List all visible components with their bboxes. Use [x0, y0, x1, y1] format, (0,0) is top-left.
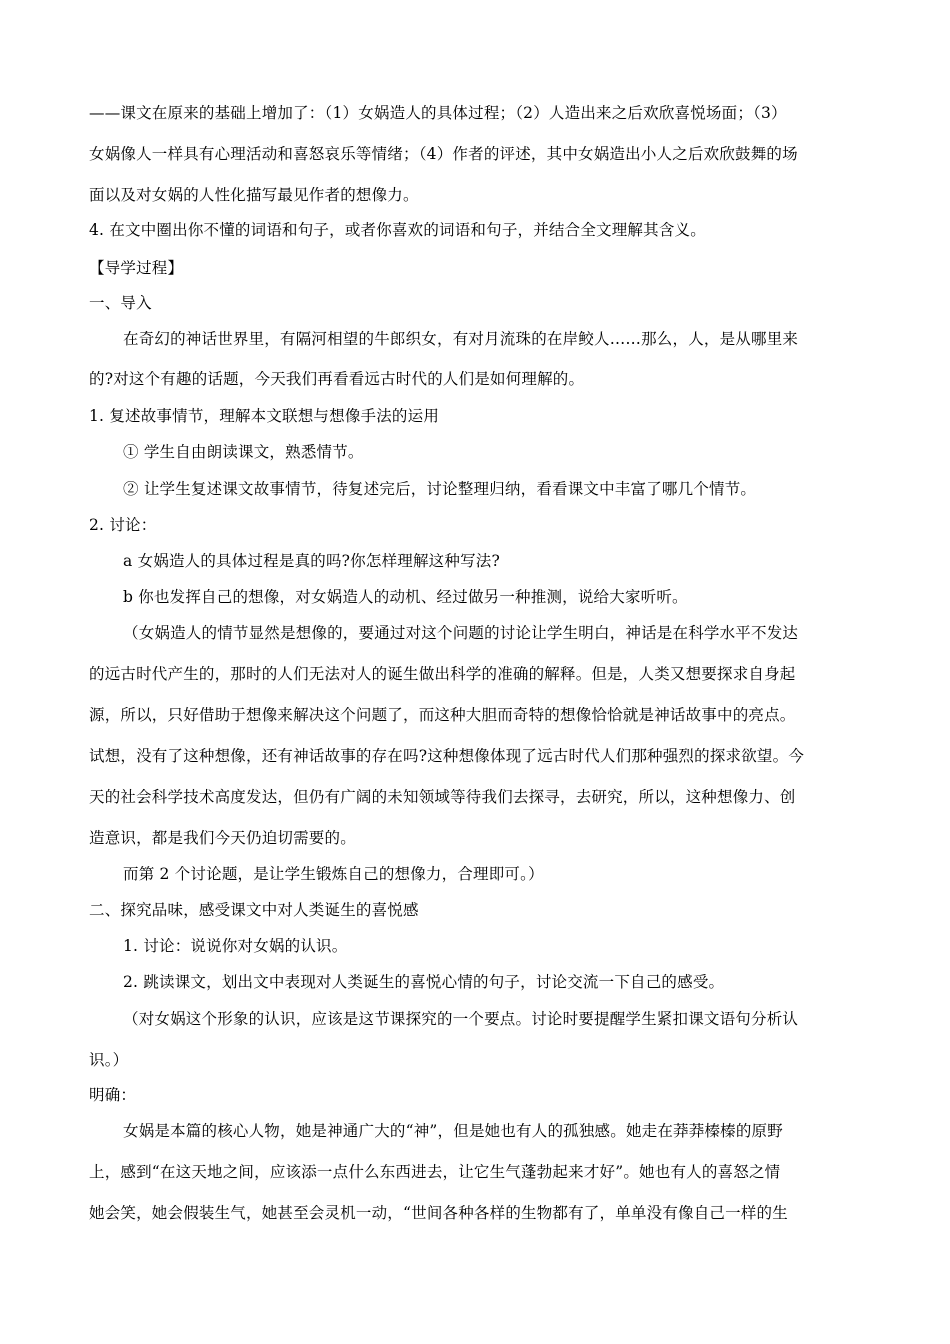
text-line-15: （女娲造人的情节显然是想像的，要通过对这个问题的讨论让学生明白，神话是在科学水平不发达 — [123, 624, 799, 642]
text-line-18: 试想，没有了这种想像，还有神话故事的存在吗?这种想像体现了远古时代人们那种强烈的探求欲望。今 — [89, 747, 805, 765]
text-line-23: 1. 讨论：说说你对女娲的认识。 — [123, 937, 348, 955]
text-line-14: b 你也发挥自己的想像，对女娲造人的动机、经过做另一种推测，说给大家听听。 — [123, 588, 688, 606]
text-line-28: 女娲是本篇的核心人物，她是神通广大的“神”，但是她也有人的孤独感。她走在莽莽榛榛的原野 — [123, 1122, 783, 1140]
text-line-24: 2. 跳读课文，划出文中表现对人类诞生的喜悦心情的句子，讨论交流一下自己的感受。 — [123, 973, 725, 991]
text-line-27: 明确： — [89, 1086, 137, 1104]
text-line-8: 的?对这个有趣的话题，今天我们再看看远古时代的人们是如何理解的。 — [89, 370, 585, 388]
text-line-10: ① 学生自由朗读课文，熟悉情节。 — [123, 443, 364, 461]
text-line-16: 的远古时代产生的，那时的人们无法对人的诞生做出科学的准确的解释。但是，人类又想要探求自身起 — [89, 665, 796, 683]
text-line-2: 女娲像人一样具有心理活动和喜怒哀乐等情绪；（4）作者的评述，其中女娲造出小人之后欢欣鼓舞的场 — [89, 145, 798, 163]
text-line-7: 在奇幻的神话世界里，有隔河相望的牛郎织女，有对月流珠的在岸鲛人……那么，人，是从哪里来 — [123, 330, 799, 348]
text-line-1: ——课文在原来的基础上增加了：（1）女娲造人的具体过程；（2）人造出来之后欢欣喜悦场面；（3） — [89, 104, 787, 122]
text-line-26: 识。） — [89, 1051, 129, 1069]
text-line-17: 源，所以，只好借助于想像来解决这个问题了，而这种大胆而奇特的想像恰恰就是神话故事中的亮点。 — [89, 706, 796, 724]
text-line-12: 2. 讨论： — [89, 516, 157, 534]
text-line-25: （对女娲这个形象的认识，应该是这节课探究的一个要点。讨论时要提醒学生紧扣课文语句分析认 — [123, 1010, 799, 1028]
text-line-3: 面以及对女娲的人性化描写最见作者的想像力。 — [89, 186, 419, 204]
text-line-29: 上，感到“在这天地之间，应该添一点什么东西进去，让它生气蓬勃起来才好”。她也有人的喜怒之情 — [89, 1163, 781, 1181]
section-heading-exploration: 二、探究品味，感受课文中对人类诞生的喜悦感 — [89, 901, 419, 919]
text-line-30: 她会笑，她会假装生气，她甚至会灵机一动，“世间各种各样的生物都有了，单单没有像自己一样的生 — [89, 1204, 788, 1222]
text-line-21: 而第 2 个讨论题，是让学生锻炼自己的想像力，合理即可。） — [123, 865, 544, 883]
text-line-4: 4. 在文中圈出你不懂的词语和句子，或者你喜欢的词语和句子，并结合全文理解其含义。 — [89, 221, 706, 239]
text-line-19: 天的社会科学技术高度发达，但仍有广阔的未知领域等待我们去探寻，去研究，所以，这种想像力、创 — [89, 788, 796, 806]
section-heading-introduction: 一、导入 — [89, 294, 152, 312]
text-line-20: 造意识，都是我们今天仍迫切需要的。 — [89, 829, 356, 847]
text-line-13: a 女娲造人的具体过程是真的吗?你怎样理解这种写法? — [123, 552, 500, 570]
section-heading-guide-process: 【导学过程】 — [89, 259, 184, 277]
text-line-11: ② 让学生复述课文故事情节，待复述完后，讨论整理归纳，看看课文中丰富了哪几个情节。 — [123, 480, 757, 498]
text-line-9: 1. 复述故事情节，理解本文联想与想像手法的运用 — [89, 407, 440, 425]
